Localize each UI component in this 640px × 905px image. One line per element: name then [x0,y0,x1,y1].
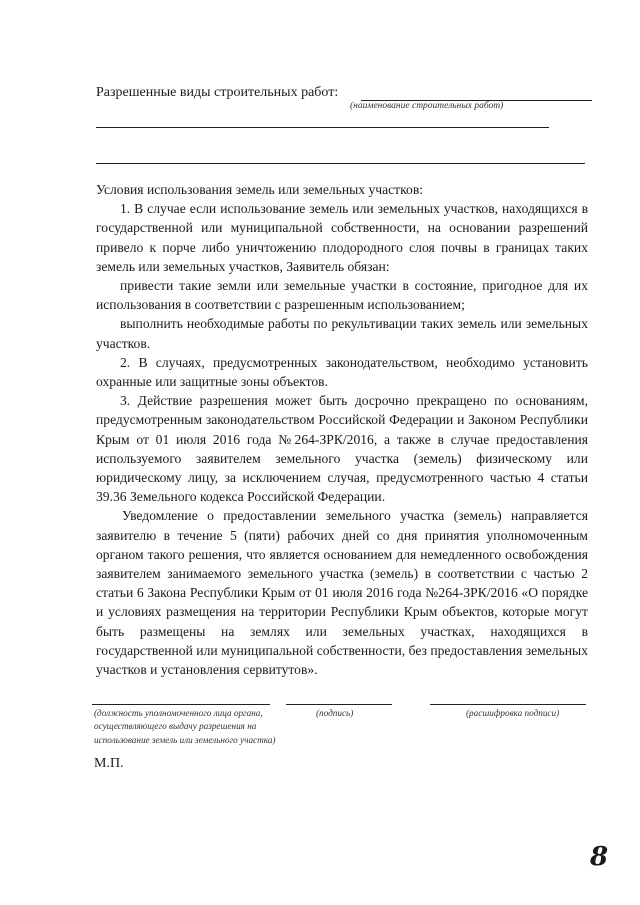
conditions-section [96,180,588,679]
conditions-heading: Условия использования земель или земельных участков: [96,182,424,197]
condition-paragraph-1: 1. В случае если использование земель или земельных участков, находящихся в государственной или муниципальной собственности, на основании разрешений привело к порче либо уничтожению плодородного слоя почвы в границах таких земель или земельных участков, Заявитель обязан: [96,201,588,274]
signature-line [286,704,392,705]
condition-paragraph-1b: выполнить необходимые работы по рекультивации таких земель или земельных участков. [96,316,588,351]
page-number: 8 [590,842,609,872]
decoding-caption: (расшифровка подписи) [466,708,560,718]
condition-paragraph-2: 2. В случаях, предусмотренных законодательством, необходимо установить охранные или защитные зоны объектов. [96,354,588,390]
decoding-signature-line [430,704,586,705]
condition-paragraph-4: Уведомление о предоставлении земельного участка (земель) направляется заявителю в течение 5 (пяти) рабочих дней со дня принятия уполномоченным органом такого решения, что является основанием для немедленного освобождения заявителем занимаемого земельного участка (земель) в соответствии с частью 2 статьи 6 Закона Республики Крым от 01 июля 2016 года №264-ЗРК/2016 «О порядке и условиях размещения на территории Республики Крым объектов, которые могут быть размещены на землях или земельных участках, находящихся в государственной или муниципальной собственности, без предоставления земельных участков и установления сервитутов». [96,508,588,678]
permitted-works-line [96,84,592,102]
signature-caption: (подпись) [316,708,354,718]
position-caption: (должность уполномоченного лица органа, осуществляющего выдачу разрешения на использование земель или земельного участка) [94,708,276,745]
blank-line-2 [96,163,585,164]
permitted-works-label: Разрешенные виды строительных работ: [96,85,339,100]
permitted-works-caption: (наименование строительных работ) [350,101,504,111]
condition-paragraph-1a: привести такие земли или земельные участки в состояние, пригодное для их использования в соответствии с разрешенным использованием; [96,278,588,313]
blank-line-1 [96,127,549,128]
position-signature-line [92,704,270,705]
stamp-place-label: М.П. [94,756,124,771]
condition-paragraph-3: 3. Действие разрешения может быть досрочно прекращено по основаниям, предусмотренным законодательством Российской Федерации и Законом Республики Крым от 01 июля 2016 года №264-ЗРК/2016, а также в случае предоставления используемого заявителем земельного участка (земель) физическому или юридическому лицу, за исключением случая, предусмотренного частью 4 статьи 39.36 Земельного кодекса Российской Федерации. [96,393,588,505]
